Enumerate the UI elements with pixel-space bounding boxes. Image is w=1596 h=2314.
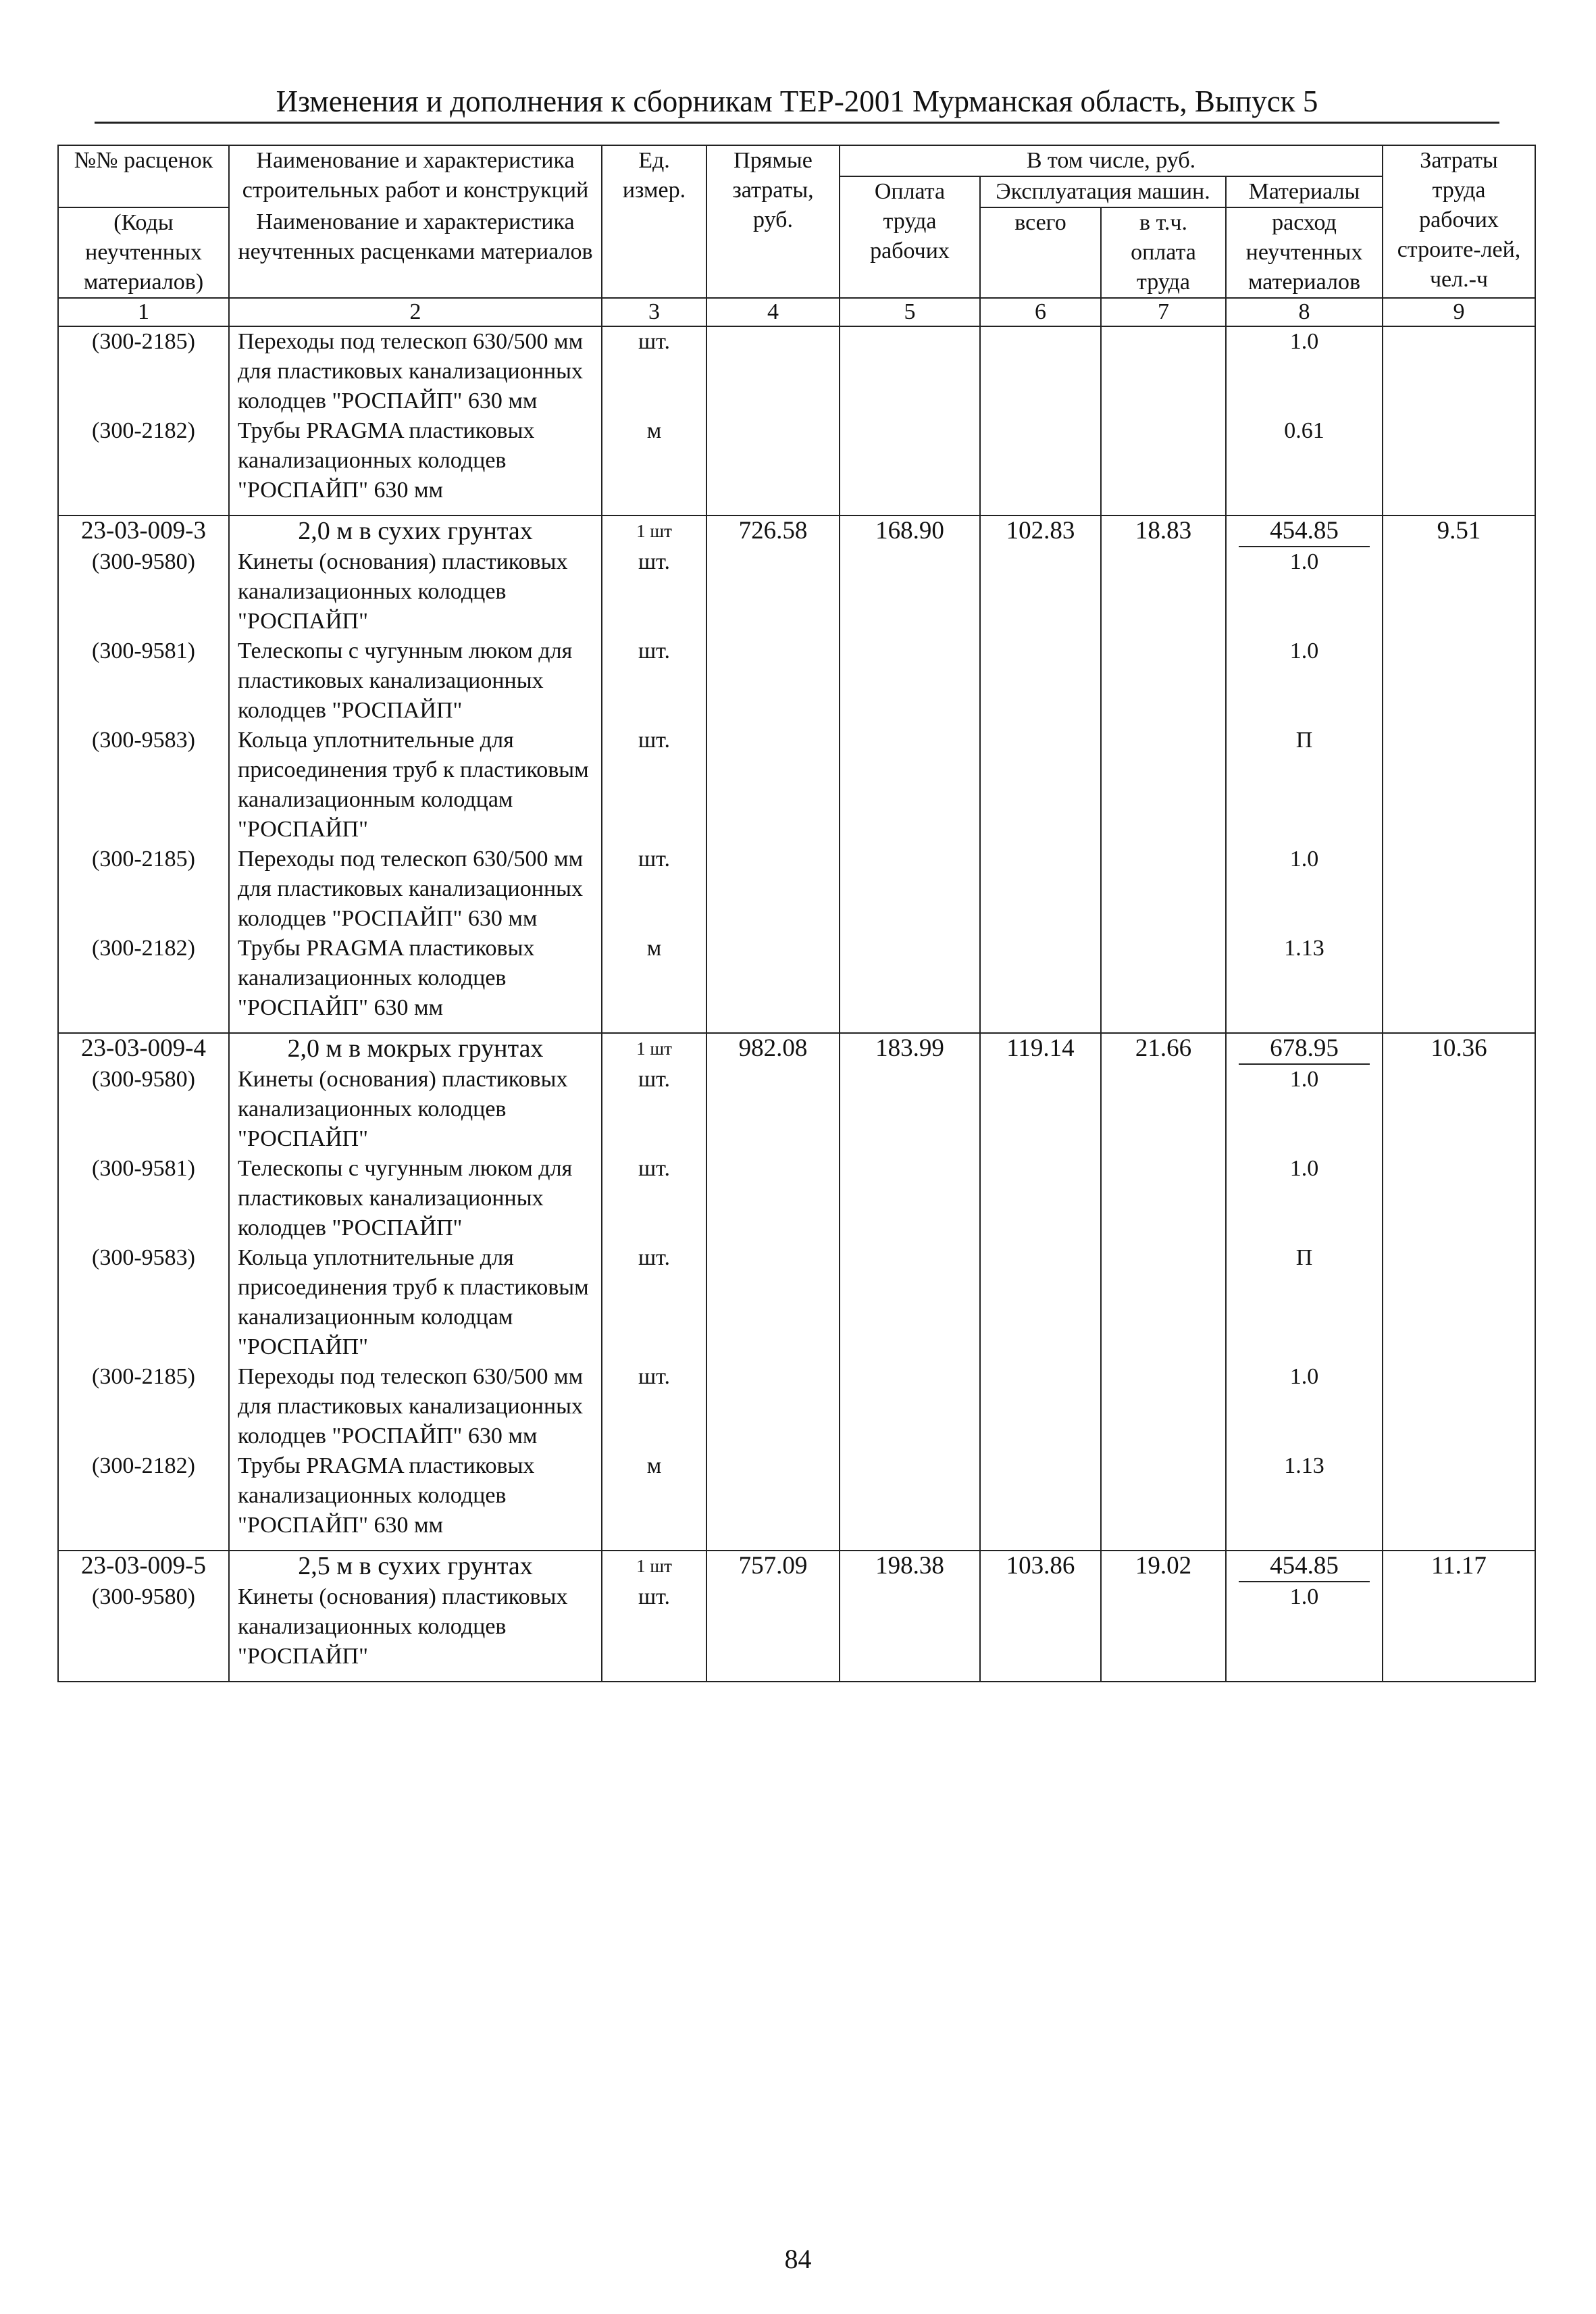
column-number: 3: [602, 298, 706, 326]
page-title: Изменения и дополнения к сборникам ТЕР-2001 Мурманская область, Выпуск 5: [276, 84, 1318, 118]
labor-hours-empty: [1383, 1582, 1535, 1682]
rate-unit: 1 шт: [602, 1551, 706, 1582]
column-number: 9: [1383, 298, 1535, 326]
title-divider: [95, 122, 1499, 124]
material-quantity: 1.0: [1226, 547, 1383, 636]
labor-hours-empty: [1383, 416, 1535, 515]
direct-costs-empty: [706, 1154, 840, 1243]
material-quantity: 1.13: [1226, 934, 1383, 1033]
header-material-usage: расход неучтенных материалов: [1226, 207, 1383, 298]
machines-labor-empty: [1101, 547, 1226, 636]
machines-total-empty: [980, 934, 1101, 1033]
direct-costs-empty: [706, 1582, 840, 1682]
machines-labor-empty: [1101, 1451, 1226, 1551]
column-number: 2: [229, 298, 602, 326]
labor-pay-empty: [840, 636, 980, 726]
material-name: Трубы PRAGMA пластиковых канализационных колодцев "РОСПАЙП" 630 мм: [229, 1451, 602, 1551]
material-code: (300-9580): [58, 547, 229, 636]
rates-table: [57, 145, 1536, 1682]
labor-pay-empty: [840, 326, 980, 416]
direct-costs-empty: [706, 1451, 840, 1551]
machines-total: 103.86: [980, 1551, 1101, 1582]
labor-pay-empty: [840, 416, 980, 515]
material-unit: шт.: [602, 547, 706, 636]
material-code: (300-2182): [58, 416, 229, 515]
material-name: Телескопы с чугунным люком для пластиковых канализационных колодцев "РОСПАЙП": [229, 636, 602, 726]
labor-pay-empty: [840, 1362, 980, 1451]
labor-pay-empty: [840, 1243, 980, 1362]
rate-row: [58, 1551, 1535, 1582]
direct-costs-empty: [706, 934, 840, 1033]
labor-hours-empty: [1383, 845, 1535, 934]
machines-labor-empty: [1101, 1243, 1226, 1362]
materials-cost-value: 454.85: [1239, 516, 1370, 547]
material-name: Переходы под телескоп 630/500 мм для пластиковых канализационных колодцев "РОСПАЙП" 630 мм: [229, 845, 602, 934]
labor-pay-empty: [840, 934, 980, 1033]
material-name: Кинеты (основания) пластиковых канализационных колодцев "РОСПАЙП": [229, 1065, 602, 1154]
materials-cost: [1226, 515, 1383, 547]
material-quantity: П: [1226, 726, 1383, 845]
column-number: 5: [840, 298, 980, 326]
machines-total-empty: [980, 845, 1101, 934]
material-quantity: 0.61: [1226, 416, 1383, 515]
header-labor-pay: Оплата труда рабочих: [840, 176, 980, 298]
labor-pay-empty: [840, 845, 980, 934]
header-including: В том числе, руб.: [840, 145, 1383, 176]
labor-hours-empty: [1383, 934, 1535, 1033]
material-quantity: П: [1226, 1243, 1383, 1362]
material-row: [58, 1582, 1535, 1682]
machines-labor-empty: [1101, 326, 1226, 416]
material-row: [58, 547, 1535, 636]
labor-pay: 168.90: [840, 515, 980, 547]
header-machine-operation: Эксплуатация машин.: [980, 176, 1226, 207]
labor-hours-empty: [1383, 1451, 1535, 1551]
direct-costs-empty: [706, 547, 840, 636]
machines-total: 119.14: [980, 1033, 1101, 1065]
labor-hours-empty: [1383, 1154, 1535, 1243]
table-body: [58, 326, 1535, 1682]
material-code: (300-2185): [58, 326, 229, 416]
material-code: (300-2185): [58, 845, 229, 934]
material-row: [58, 1065, 1535, 1154]
machines-labor-empty: [1101, 1582, 1226, 1682]
rate-code: 23-03-009-4: [58, 1033, 229, 1065]
labor-hours: 9.51: [1383, 515, 1535, 547]
material-unit: шт.: [602, 1065, 706, 1154]
material-code: (300-2185): [58, 1362, 229, 1451]
material-name: Кольца уплотнительные для присоединения труб к пластиковым канализационным колодцам "РОСПАЙП": [229, 1243, 602, 1362]
table-header: [58, 145, 1535, 326]
material-quantity: 1.0: [1226, 1154, 1383, 1243]
machines-labor-empty: [1101, 416, 1226, 515]
machines-labor-empty: [1101, 1362, 1226, 1451]
material-row: [58, 1243, 1535, 1362]
machines-labor: 18.83: [1101, 515, 1226, 547]
rate-code: 23-03-009-3: [58, 515, 229, 547]
labor-hours-empty: [1383, 547, 1535, 636]
labor-pay-empty: [840, 1582, 980, 1682]
machines-labor-empty: [1101, 726, 1226, 845]
header-labor-hours: Затраты труда рабочих строите-лей, чел.-ч: [1383, 145, 1535, 298]
material-unit: шт.: [602, 1154, 706, 1243]
material-quantity: 1.0: [1226, 636, 1383, 726]
material-row: [58, 1451, 1535, 1551]
machines-total-empty: [980, 636, 1101, 726]
material-unit: шт.: [602, 1582, 706, 1682]
header-direct-costs: Прямые затраты, руб.: [706, 145, 840, 298]
header-machines-labor: в т.ч. оплата труда: [1101, 207, 1226, 298]
column-number: 1: [58, 298, 229, 326]
material-quantity: 1.0: [1226, 1582, 1383, 1682]
material-quantity: 1.0: [1226, 1065, 1383, 1154]
material-unit: шт.: [602, 726, 706, 845]
machines-total-empty: [980, 1362, 1101, 1451]
material-code: (300-9581): [58, 636, 229, 726]
material-unit: шт.: [602, 636, 706, 726]
material-code: (300-2182): [58, 1451, 229, 1551]
labor-pay: 198.38: [840, 1551, 980, 1582]
machines-total-empty: [980, 547, 1101, 636]
machines-total: 102.83: [980, 515, 1101, 547]
machines-total-empty: [980, 1582, 1101, 1682]
machines-labor: 19.02: [1101, 1551, 1226, 1582]
labor-pay-empty: [840, 726, 980, 845]
material-unit: м: [602, 416, 706, 515]
material-unit: м: [602, 934, 706, 1033]
material-row: [58, 326, 1535, 416]
rate-unit: 1 шт: [602, 1033, 706, 1065]
material-name: Трубы PRAGMA пластиковых канализационных колодцев "РОСПАЙП" 630 мм: [229, 934, 602, 1033]
rate-row: [58, 1033, 1535, 1065]
machines-total-empty: [980, 416, 1101, 515]
material-code: (300-9580): [58, 1582, 229, 1682]
labor-hours: 11.17: [1383, 1551, 1535, 1582]
direct-costs: 757.09: [706, 1551, 840, 1582]
labor-pay-empty: [840, 547, 980, 636]
material-row: [58, 726, 1535, 845]
header-material-names: Наименование и характеристика неучтенных расценками материалов: [229, 207, 602, 298]
labor-hours-empty: [1383, 1362, 1535, 1451]
labor-hours-empty: [1383, 1065, 1535, 1154]
column-number: 7: [1101, 298, 1226, 326]
rate-name: 2,0 м в сухих грунтах: [229, 515, 602, 547]
material-row: [58, 1154, 1535, 1243]
header-work-name: Наименование и характеристика строительных работ и конструкций: [229, 145, 602, 207]
materials-cost-value: 678.95: [1239, 1034, 1370, 1065]
header-unit: Ед. измер.: [602, 145, 706, 298]
labor-pay: 183.99: [840, 1033, 980, 1065]
machines-total-empty: [980, 1243, 1101, 1362]
material-unit: м: [602, 1451, 706, 1551]
labor-hours-empty: [1383, 1243, 1535, 1362]
machines-total-empty: [980, 326, 1101, 416]
direct-costs-empty: [706, 845, 840, 934]
direct-costs: 726.58: [706, 515, 840, 547]
machines-total-empty: [980, 1451, 1101, 1551]
rate-name: 2,0 м в мокрых грунтах: [229, 1033, 602, 1065]
material-unit: шт.: [602, 1243, 706, 1362]
materials-cost-value: 454.85: [1239, 1551, 1370, 1582]
labor-hours: 10.36: [1383, 1033, 1535, 1065]
header-materials: Материалы: [1226, 176, 1383, 207]
column-number: 6: [980, 298, 1101, 326]
material-code: (300-9583): [58, 1243, 229, 1362]
material-quantity: 1.0: [1226, 326, 1383, 416]
rate-unit: 1 шт: [602, 515, 706, 547]
header-machines-total: всего: [980, 207, 1101, 298]
material-name: Кинеты (основания) пластиковых канализационных колодцев "РОСПАЙП": [229, 1582, 602, 1682]
machines-labor-empty: [1101, 845, 1226, 934]
direct-costs-empty: [706, 726, 840, 845]
materials-cost: [1226, 1551, 1383, 1582]
material-name: Переходы под телескоп 630/500 мм для пластиковых канализационных колодцев "РОСПАЙП" 630 мм: [229, 1362, 602, 1451]
rate-name: 2,5 м в сухих грунтах: [229, 1551, 602, 1582]
rate-code: 23-03-009-5: [58, 1551, 229, 1582]
material-row: [58, 934, 1535, 1033]
material-unit: шт.: [602, 326, 706, 416]
material-row: [58, 416, 1535, 515]
material-code: (300-9583): [58, 726, 229, 845]
labor-pay-empty: [840, 1065, 980, 1154]
materials-cost: [1226, 1033, 1383, 1065]
material-quantity: 1.0: [1226, 1362, 1383, 1451]
rate-row: [58, 515, 1535, 547]
machines-total-empty: [980, 726, 1101, 845]
direct-costs-empty: [706, 326, 840, 416]
machines-labor-empty: [1101, 636, 1226, 726]
material-code: (300-9580): [58, 1065, 229, 1154]
material-name: Кинеты (основания) пластиковых канализационных колодцев "РОСПАЙП": [229, 547, 602, 636]
labor-pay-empty: [840, 1154, 980, 1243]
material-code: (300-9581): [58, 1154, 229, 1243]
machines-labor-empty: [1101, 1065, 1226, 1154]
material-name: Переходы под телескоп 630/500 мм для пластиковых канализационных колодцев "РОСПАЙП" 630 мм: [229, 326, 602, 416]
header-rate-number: №№ расценок: [58, 145, 229, 207]
direct-costs-empty: [706, 1065, 840, 1154]
material-unit: шт.: [602, 1362, 706, 1451]
direct-costs: 982.08: [706, 1033, 840, 1065]
page-number: 84: [784, 2244, 812, 2274]
column-number: 8: [1226, 298, 1383, 326]
labor-hours-empty: [1383, 726, 1535, 845]
material-name: Трубы PRAGMA пластиковых канализационных колодцев "РОСПАЙП" 630 мм: [229, 416, 602, 515]
direct-costs-empty: [706, 1243, 840, 1362]
header-material-codes: (Коды неучтенных материалов): [58, 207, 229, 298]
column-number: 4: [706, 298, 840, 326]
material-row: [58, 845, 1535, 934]
machines-labor-empty: [1101, 1154, 1226, 1243]
material-code: (300-2182): [58, 934, 229, 1033]
labor-hours-empty: [1383, 326, 1535, 416]
material-quantity: 1.13: [1226, 1451, 1383, 1551]
material-row: [58, 636, 1535, 726]
machines-labor-empty: [1101, 934, 1226, 1033]
machines-labor: 21.66: [1101, 1033, 1226, 1065]
material-unit: шт.: [602, 845, 706, 934]
direct-costs-empty: [706, 416, 840, 515]
material-name: Телескопы с чугунным люком для пластиковых канализационных колодцев "РОСПАЙП": [229, 1154, 602, 1243]
labor-hours-empty: [1383, 636, 1535, 726]
material-row: [58, 1362, 1535, 1451]
material-name: Кольца уплотнительные для присоединения труб к пластиковым канализационным колодцам "РОСПАЙП": [229, 726, 602, 845]
direct-costs-empty: [706, 1362, 840, 1451]
machines-total-empty: [980, 1065, 1101, 1154]
direct-costs-empty: [706, 636, 840, 726]
machines-total-empty: [980, 1154, 1101, 1243]
labor-pay-empty: [840, 1451, 980, 1551]
material-quantity: 1.0: [1226, 845, 1383, 934]
